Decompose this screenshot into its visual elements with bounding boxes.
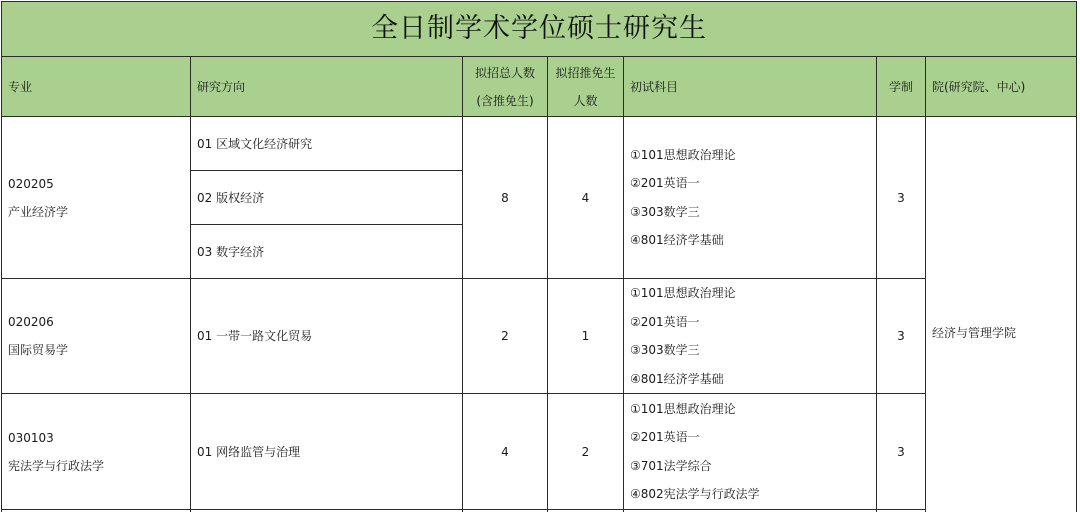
subject-line: ④801经济学基础 bbox=[630, 371, 724, 386]
header-subjects: 初试科目 bbox=[624, 57, 877, 117]
direction-cell bbox=[191, 225, 463, 279]
subject-line: ②201英语一 bbox=[630, 314, 700, 329]
major-name: 国际贸易学 bbox=[8, 343, 69, 357]
title-row bbox=[2, 2, 1077, 57]
subject-line: ②201英语一 bbox=[630, 176, 700, 190]
subjects-cell bbox=[624, 279, 877, 394]
major-code: 030103 bbox=[8, 430, 54, 445]
subjects-cell bbox=[624, 394, 877, 510]
direction-text: 01 一带一路文化贸易 bbox=[197, 329, 313, 343]
subject-line: ③303数学三 bbox=[630, 204, 700, 219]
exempt-count: 2 bbox=[548, 394, 624, 510]
direction-text: 01 网络监管与治理 bbox=[197, 444, 301, 459]
total-count: 2 bbox=[463, 279, 548, 394]
major-cell bbox=[2, 117, 191, 279]
direction-text: 03 数字经济 bbox=[197, 244, 265, 259]
header-exempt bbox=[548, 57, 624, 117]
direction-cell bbox=[191, 117, 463, 171]
header-total-line-1: 拟招总人数 bbox=[474, 65, 535, 80]
header-total-line-2: (含推免生) bbox=[476, 93, 534, 108]
header-major: 专业 bbox=[2, 57, 191, 117]
subject-line: ④802宪法学与行政法学 bbox=[630, 487, 760, 501]
table-row bbox=[2, 117, 1077, 171]
exempt-count: 4 bbox=[548, 117, 624, 279]
header-direction: 研究方向 bbox=[191, 57, 463, 117]
years-cell: 3 bbox=[877, 394, 926, 510]
subject-line: ①101思想政治理论 bbox=[630, 401, 736, 416]
header-total bbox=[463, 57, 548, 117]
direction-cell bbox=[191, 394, 463, 510]
header-years: 学制 bbox=[877, 57, 926, 117]
major-code: 020205 bbox=[8, 176, 54, 191]
header-exempt-line-1: 拟招推免生 bbox=[555, 65, 616, 80]
years-cell: 3 bbox=[877, 117, 926, 279]
major-cell bbox=[2, 279, 191, 394]
exempt-count: 1 bbox=[548, 279, 624, 394]
major-name: 宪法学与行政法学 bbox=[8, 458, 105, 473]
subject-line: ④801经济学基础 bbox=[630, 233, 724, 247]
major-cell bbox=[2, 394, 191, 510]
total-count: 4 bbox=[463, 394, 548, 510]
direction-cell bbox=[191, 279, 463, 394]
admissions-table bbox=[1, 1, 1077, 512]
header-row bbox=[2, 57, 1077, 117]
subject-line: ③303数学三 bbox=[630, 343, 700, 357]
years-cell: 3 bbox=[877, 279, 926, 394]
major-name: 产业经济学 bbox=[8, 204, 69, 219]
header-school: 院(研究院、中心) bbox=[926, 57, 1077, 117]
subject-line: ②201英语一 bbox=[630, 430, 700, 444]
subject-line: ③701法学综合 bbox=[630, 458, 712, 473]
direction-cell bbox=[191, 171, 463, 225]
subject-line: ①101思想政治理论 bbox=[630, 286, 736, 300]
total-count: 8 bbox=[463, 117, 548, 279]
school-cell: 经济与管理学院 bbox=[926, 117, 1077, 512]
header-exempt-line-2: 人数 bbox=[573, 93, 598, 108]
table-title: 全日制学术学位硕士研究生 bbox=[2, 2, 1077, 57]
table-row bbox=[2, 279, 1077, 394]
subject-line: ①101思想政治理论 bbox=[630, 147, 736, 162]
direction-text: 01 区域文化经济研究 bbox=[197, 136, 313, 151]
direction-text: 02 版权经济 bbox=[197, 190, 265, 205]
major-code: 020206 bbox=[8, 315, 54, 329]
subjects-cell bbox=[624, 117, 877, 279]
table-row bbox=[2, 394, 1077, 510]
